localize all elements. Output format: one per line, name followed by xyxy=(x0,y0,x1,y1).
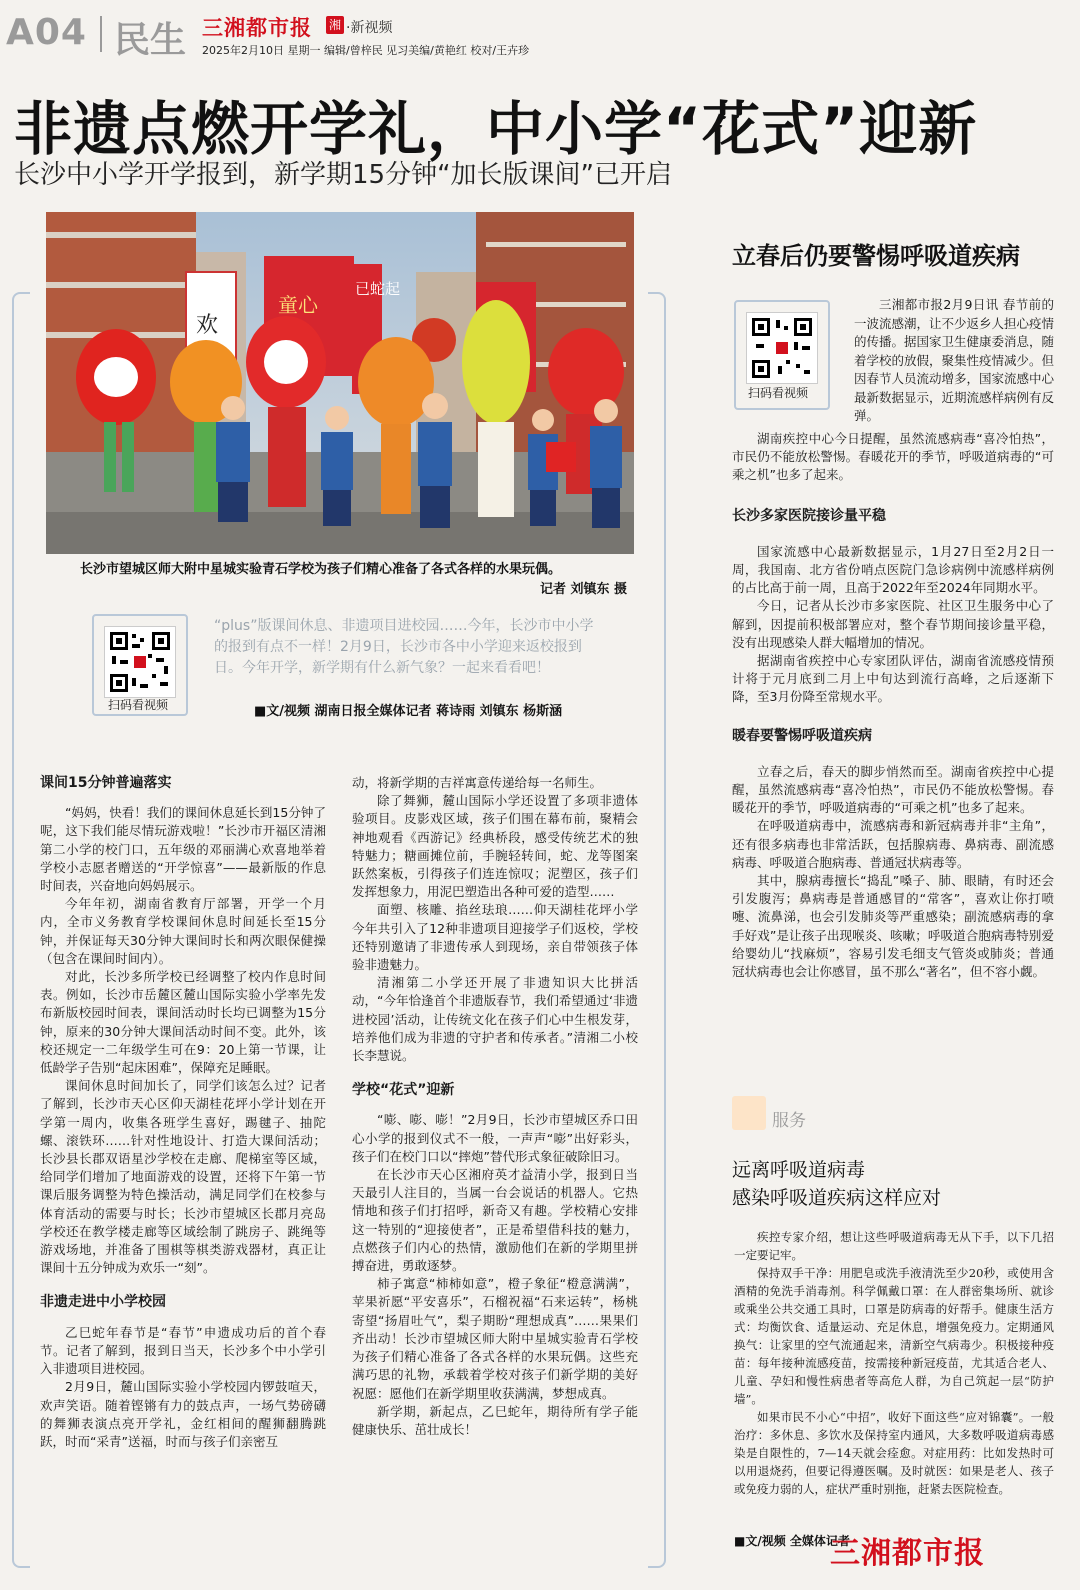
paragraph: 新学期，新起点，乙巳蛇年，期待所有学子能健康快乐、茁壮成长！ xyxy=(352,1403,638,1437)
paragraph: 在呼吸道病毒中，流感病毒和新冠病毒并非“主角”，还有很多病毒也非常活跃，包括腺病毒、鼻病毒、副流感病毒、呼吸道合胞病毒、普通冠状病毒等。 xyxy=(732,818,1054,870)
service-icon xyxy=(732,1096,766,1130)
right-article-title: 立春后仍要警惕呼吸道疾病 xyxy=(732,242,1020,270)
paragraph: 柿子寓意“柿柿如意”，橙子象征“橙意满满”，苹果祈愿“平安喜乐”，石榴祝福“石来运转”，杨桃寄望“扬眉吐气”，梨子期盼“理想成真”……果果们齐出动！长沙市望城区师大附中星城实验青石学校为孩子们精心准备了各式各样的水果玩偶。这些充满巧思的礼物，承载着学校对孩子们新学期的美好祝愿：愿他们在新学期里收获满满，梦想成真。 xyxy=(352,1276,638,1401)
section-heading: 暖春要警惕呼吸道疾病 xyxy=(732,727,872,744)
news-photo xyxy=(46,212,634,554)
paragraph: 据湖南省疾控中心专家团队评估，湖南省流感疫情预计将于元月底到二月上中旬达到流行高峰，之后逐渐下降，至3月份降至常规水平。 xyxy=(732,653,1054,705)
brand-mark-icon: 湘 xyxy=(326,16,344,34)
article-byline: ■文/视频 湖南日报全媒体记者 蒋诗雨 刘镇东 杨斯涵 xyxy=(254,704,563,719)
article-frame-left xyxy=(12,292,30,1568)
paragraph: 课间休息时间加长了，同学们该怎么过？记者了解到，长沙市天心区仰天湖桂花坪小学计划在开学第一周内，收集各班学生喜好，踢毽子、抽陀螺、滚铁环……针对性地设计、打造大课间活动；长沙县长郡双语星沙学校在走廊、爬梯室等区域，给同学们增加了地面游戏的设置，还将下午第一节课后服务调整为特色操活动，满足同学们在校参与体育活动的需要与时长；长沙市望城区长郡月亮岛学校还在教学楼走廊等区域绘制了跳房子、跳绳等游戏场地，并准备了围棋等棋类游戏器材，真正让课间十五分钟成为欢乐一“刻”。 xyxy=(40,1078,326,1276)
paragraph: 动，将新学期的吉祥寓意传递给每一名师生。 xyxy=(352,775,603,790)
banner-text-right: 已蛇起 xyxy=(355,280,401,298)
right-intro xyxy=(854,296,1054,426)
service-title-line-1: 远离呼吸道病毒 xyxy=(732,1159,866,1181)
paragraph: 国家流感中心最新数据显示，1月27日至2月2日一周，我国南、北方省份哨点医院门急诊病例中流感样病例的占比高于前一周，且高于2022年至2024年同期水平。 xyxy=(732,543,1054,596)
qr-label: 扫码看视频 xyxy=(108,698,169,712)
masthead-divider xyxy=(100,16,102,52)
newspaper-brand: 三湘都市报 xyxy=(202,16,312,40)
footer-logo: 三湘都市报 xyxy=(830,1536,985,1571)
paragraph: 2月9日，麓山国际实验小学校园内锣鼓喧天，欢声笑语。随着铿锵有力的鼓点声，一场气势磅礴的舞狮表演点亮开学礼，金红相间的醒狮翻腾跳跃，时而“采青”送福，时而与孩子们亲密互 xyxy=(40,1379,326,1449)
service-tips xyxy=(734,1228,1054,1498)
right-article-body xyxy=(732,430,1054,981)
headline: 非遗点燃开学礼，中小学“花式”迎新 xyxy=(14,95,978,163)
qr-label: 扫码看视频 xyxy=(748,386,809,400)
banner-text-center: 童心 xyxy=(278,293,318,317)
subheadline: 长沙中小学开学报到，新学期15分钟“加长版课间”已开启 xyxy=(14,160,673,190)
photo-credit: 记者 刘镇东 摄 xyxy=(540,582,628,597)
section-heading: 课间15分钟普遍落实 xyxy=(40,775,172,791)
paragraph: 今日，记者从长沙市多家医院、社区卫生服务中心了解到，因提前积极部署应对，整个春节期间接诊量平稳，没有出现感染人群大幅增加的情况。 xyxy=(732,598,1054,650)
page-number: A04 xyxy=(6,12,87,53)
service-label: 服务 xyxy=(772,1111,806,1131)
banner-text-left: 欢 xyxy=(196,313,219,338)
paragraph: 面塑、核雕、掐丝珐琅……仰天湖桂花坪小学今年共引入了12种非遗项目迎接学子们返校，学校还特别邀请了非遗传承人到现场，亲自带领孩子体验非遗魅力。 xyxy=(352,902,638,973)
paragraph: 其中，腺病毒擅长“捣乱”嗓子、肺、眼睛，有时还会引发腹泻；鼻病毒是普通感冒的“常客”，喜欢让你打喷嚏、流鼻涕，也会引发肺炎等严重感染；副流感病毒的拿手好戏”是让孩子出现喉炎、咳嗽；呼吸道合胞病毒特别爱给婴幼儿“找麻烦”，容易引发毛细支气管炎或肺炎；普通冠状病毒也会让你感冒，虽不那么“著名”，但不容小觑。 xyxy=(732,873,1054,980)
section-heading: 长沙多家医院接诊量平稳 xyxy=(732,507,886,524)
paragraph: 疾控专家介绍，想让这些呼吸道病毒无从下手，以下几招一定要记牢。 xyxy=(734,1230,1054,1262)
section-heading: 非遗走进中小学校园 xyxy=(40,1294,166,1311)
service-title-line-2: 感染呼吸道疾病这样应对 xyxy=(732,1187,942,1209)
photo-caption: 长沙市望城区师大附中星城实验青石学校为孩子们精心准备了各式各样的水果玩偶。 xyxy=(80,562,562,577)
paragraph: 清湘第二小学还开展了非遗知识大比拼活动，“今年恰逢首个非遗版春节，我们希望通过‘非遗进校园’活动，让传统文化在孩子们心中生根发芽，培养他们成为非遗的守护者和传承者。”清湘二小校长李慧说。 xyxy=(352,975,638,1064)
paragraph: 乙巳蛇年春节是“春节”申遗成功后的首个春节。记者了解到，报到日当天，长沙多个中小学引入非遗项目进校园。 xyxy=(40,1324,326,1377)
paragraph: 对此，长沙多所学校已经调整了校内作息时间表。例如，长沙市岳麓区麓山国际实验小学率先发布新版校园时间表，课间活动时长均已调整为15分钟，原来的30分钟大课间活动时间不变。此外，该校还规定一二年级学生可在9：20上第一节课，让低龄学子告别“起床困难”，保障充足睡眠。 xyxy=(40,969,326,1076)
dateline: 2025年2月10日 星期一 编辑/曾梓民 见习美编/黄艳红 校对/王卉珍 xyxy=(202,44,530,57)
article-lead: “plus”版课间休息、非遗项目进校园……今年，长沙市中小学的报到有点不一样！2月9日，长沙市各中小学迎来返校报到日。今年开学，新学期有什么新气象？一起来看看吧！ xyxy=(214,618,594,676)
section-name: 民生 xyxy=(114,20,187,61)
service-byline: ■文/视频 全媒体记者 xyxy=(734,1534,850,1548)
sub-brand: ·新视频 xyxy=(346,20,393,36)
article-column-2 xyxy=(352,774,638,1439)
article-column-1 xyxy=(40,774,326,1451)
photo-illustration xyxy=(46,212,634,554)
paragraph: “妈妈，快看！我们的课间休息延长到15分钟了呢，这下我们能尽情玩游戏啦！”长沙市开福区清湘第二小学的校门口，五年级的邓丽满心欢喜地举着学校小志愿者赠送的“开学惊喜”——最新版的作息时间表，兴奋地向妈妈展示。 xyxy=(40,805,326,894)
qr-code-icon[interactable] xyxy=(104,626,176,698)
article-frame-right xyxy=(648,292,666,1568)
paragraph: 保持双手干净：用肥皂或洗手液清洗至少20秒，或使用含酒精的免洗手消毒剂。科学佩戴口罩：在人群密集场所、就诊或乘坐公共交通工具时，口罩是防病毒的好帮手。健康生活方式：均衡饮食、适量运动、充足休息，增强免疫力。定期通风换气：让家里的空气流通起来，清新空气病毒少。积极接种疫苗：每年接种流感疫苗，按需接种新冠疫苗，尤其适合老人、儿童、孕妇和慢性病患者等高危人群，为自己筑起一层“防护墙”。 xyxy=(734,1266,1054,1406)
paragraph: 如果市民不小心“中招”，收好下面这些“应对锦囊”。一般治疗：多休息、多饮水及保持室内通风，大多数呼吸道病毒感染是自限性的，7—14天就会痊愈。对症用药：比如发热时可以用退烧药，但要记得遵医嘱。及时就医：如果是老人、孩子或免疫力弱的人，症状严重时别拖，赶紧去医院检查。 xyxy=(734,1410,1054,1496)
qr-code-icon[interactable] xyxy=(746,312,818,384)
paragraph: 除了舞狮，麓山国际小学还设置了多项非遗体验项目。皮影戏区域，孩子们围在幕布前，聚精会神地观看《西游记》经典桥段，感受传统艺术的独特魅力；糖画摊位前，手腕轻转间，蛇、龙等图案跃然案板，引得孩子们连连惊叹；泥塑区，孩子们发挥想象力，用泥巴塑造出各种可爱的造型…… xyxy=(352,793,638,900)
paragraph: 三湘都市报2月9日讯 春节前的一波流感潮，让不少返乡人担心疫情的传播。据国家卫生健康委消息，随着学校的放假，聚集性疫情减少。但因春节人员流动增多，国家流感中心最新数据显示，近期流感样病例有反弹。 xyxy=(854,297,1055,423)
paragraph: 湖南疾控中心今日提醒，虽然流感病毒“喜冷怕热”，市民仍不能放松警惕。春暖花开的季节，呼吸道病毒的“可乘之机”也多了起来。 xyxy=(732,431,1054,483)
section-heading: 学校“花式”迎新 xyxy=(352,1082,455,1099)
paragraph: 今年年初，湖南省教育厅部署，开学一个月内，全市义务教育学校课间休息时间延长至15分钟，并保证每天30分钟大课间时长和两次眼保健操（包含在课间时间内）。 xyxy=(40,896,326,966)
paragraph: “嘭、嘭、嘭！”2月9日，长沙市望城区乔口田心小学的报到仪式不一般，一声声“嘭”出好彩头，孩子们在校门口以“摔炮”替代形式象征破除旧习。 xyxy=(352,1112,638,1164)
paragraph: 在长沙市天心区湘府英才益清小学，报到日当天最引人注目的，当属一台会说话的机器人。它热情地和孩子们打招呼，新奇又有趣。学校精心安排这一特别的“迎接使者”，正是希望借科技的魅力，点燃孩子们内心的热情，激励他们在新的学期里拼搏奋进，勇敢逐梦。 xyxy=(352,1167,638,1274)
service-title xyxy=(732,1156,941,1212)
paragraph: 立春之后，春天的脚步悄然而至。湖南省疾控中心提醒，虽然流感病毒“喜冷怕热”，市民仍不能放松警惕。春暖花开的季节，呼吸道病毒的“可乘之机”也多了起来。 xyxy=(732,763,1054,816)
